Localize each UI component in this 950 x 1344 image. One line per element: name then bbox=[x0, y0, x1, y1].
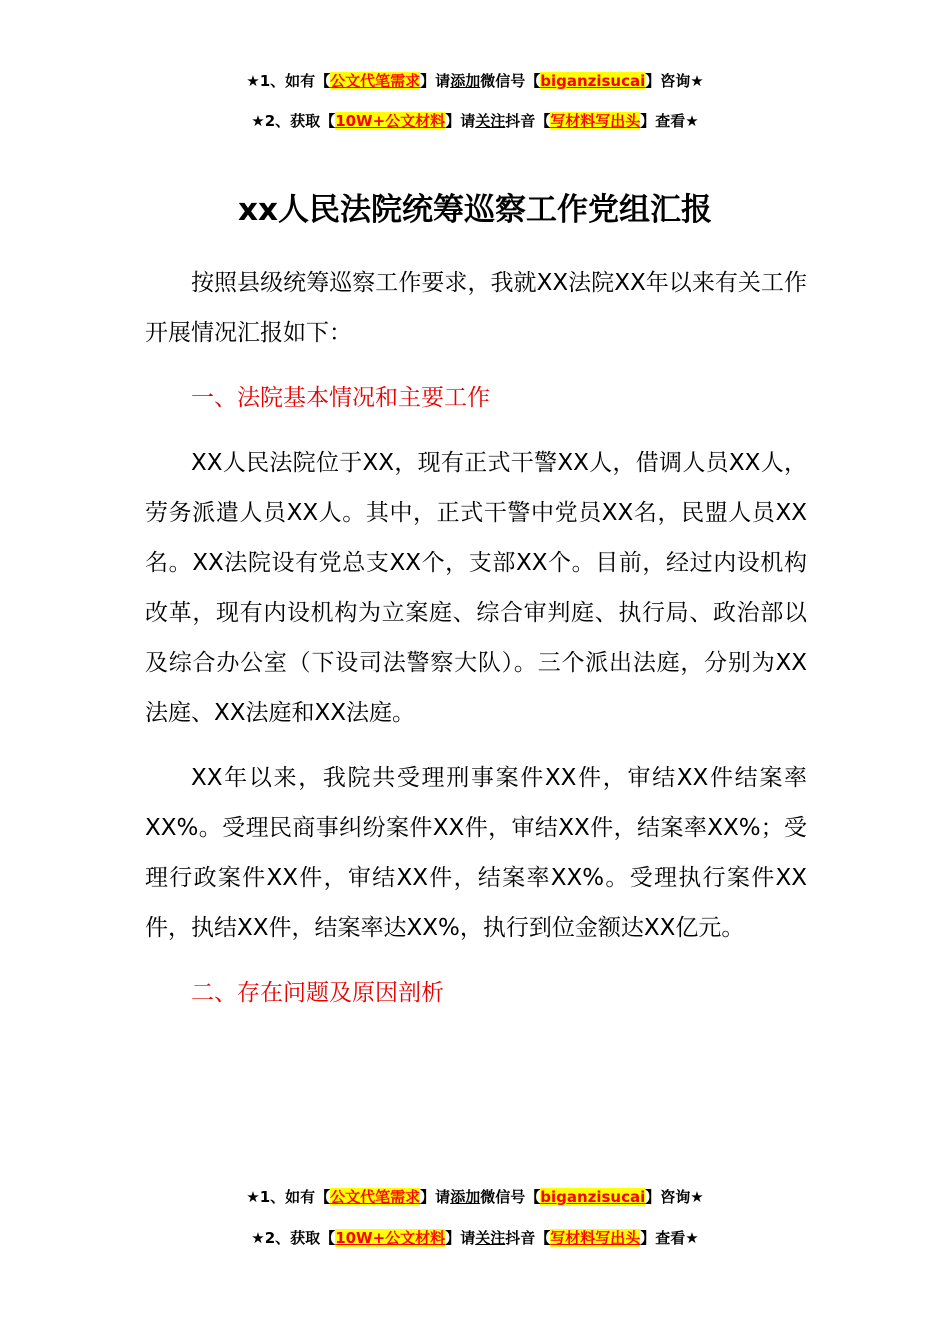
banner-text: 抖音【 bbox=[505, 112, 551, 130]
banner-text: 】咨询★ bbox=[645, 72, 704, 90]
top-banner-line-2 bbox=[0, 111, 950, 131]
section-heading-1: 一、法院基本情况和主要工作 bbox=[191, 385, 490, 411]
banner-highlight: 写材料写出头 bbox=[550, 1229, 641, 1247]
banner-underline: 关注 bbox=[475, 112, 506, 130]
banner-underline: 添加 bbox=[450, 1188, 481, 1206]
banner-highlight: 公文代笔需求 bbox=[330, 1188, 421, 1206]
banner-text: ★1、如有【 bbox=[246, 72, 331, 90]
bottom-banner-line-1 bbox=[0, 1187, 950, 1207]
top-banner-line-1 bbox=[0, 71, 950, 91]
banner-text: 】请 bbox=[445, 1229, 476, 1247]
banner-text: 】查看★ bbox=[640, 1229, 699, 1247]
banner-highlight: biganzisucai bbox=[540, 72, 646, 90]
banner-highlight: 10W+公文材料 bbox=[335, 112, 446, 130]
banner-text: ★2、获取【 bbox=[251, 112, 336, 130]
banner-highlight: 公文代笔需求 bbox=[330, 72, 421, 90]
banner-text: ★2、获取【 bbox=[251, 1229, 336, 1247]
banner-text: 】请 bbox=[420, 1188, 451, 1206]
bottom-banner-line-2 bbox=[0, 1228, 950, 1248]
banner-highlight: 10W+公文材料 bbox=[335, 1229, 446, 1247]
banner-text: 】请 bbox=[420, 72, 451, 90]
banner-text: 微信号【 bbox=[480, 1188, 541, 1206]
banner-text: 】咨询★ bbox=[645, 1188, 704, 1206]
banner-highlight: 写材料写出头 bbox=[550, 112, 641, 130]
section-heading-2: 二、存在问题及原因剖析 bbox=[191, 980, 444, 1006]
document-title: xx人民法院统筹巡察工作党组汇报 bbox=[238, 192, 712, 228]
banner-text: 】请 bbox=[445, 112, 476, 130]
intro-paragraph: 按照县级统筹巡察工作要求，我就XX法院XX年以来有关工作开展情况汇报如下： bbox=[145, 270, 807, 346]
banner-underline: 关注 bbox=[475, 1229, 506, 1247]
banner-text: ★1、如有【 bbox=[246, 1188, 331, 1206]
document-body bbox=[145, 258, 807, 1033]
section1-paragraph-1: XX人民法院位于XX，现有正式干警XX人，借调人员XX人，劳务派遣人员XX人。其中，正式干警中党员XX名，民盟人员XX名。XX法院设有党总支XX个，支部XX个。目前，经过内设机构改革，现有内设机构为立案庭、综合审判庭、执行局、政治部以及综合办公室（下设司法警察大队）。三个派出法庭，分别为XX法庭、XX法庭和XX法庭。 bbox=[145, 450, 807, 726]
banner-highlight: biganzisucai bbox=[540, 1188, 646, 1206]
banner-text: 】查看★ bbox=[640, 112, 699, 130]
banner-text: 抖音【 bbox=[505, 1229, 551, 1247]
banner-text: 微信号【 bbox=[480, 72, 541, 90]
banner-underline: 添加 bbox=[450, 72, 481, 90]
section1-paragraph-2: XX年以来，我院共受理刑事案件XX件，审结XX件结案率XX%。受理民商事纠纷案件XX件，审结XX件，结案率XX%；受理行政案件XX件，审结XX件，结案率XX%。受理执行案件XX件，执结XX件，结案率达XX%，执行到位金额达XX亿元。 bbox=[145, 765, 807, 941]
